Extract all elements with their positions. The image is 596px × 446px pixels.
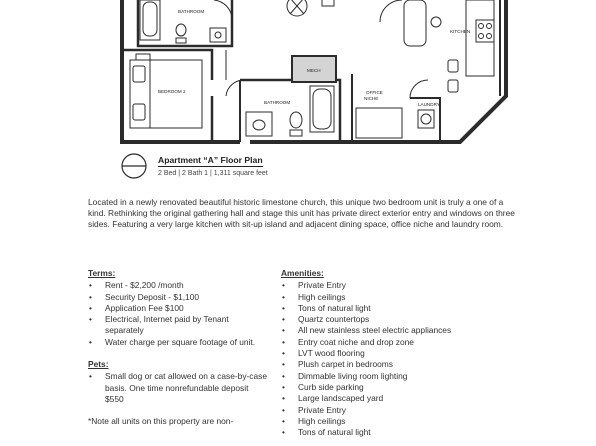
list-item: • Curb side parking xyxy=(281,382,521,393)
room-label-bathroom-top: BATHROOM xyxy=(178,9,205,14)
kitchen-island xyxy=(404,0,426,46)
list-item: • Application Fee $100 xyxy=(88,303,268,314)
amenities-list xyxy=(281,280,521,438)
floor-plan-drawing xyxy=(0,0,596,190)
amenities-heading: Amenities: xyxy=(281,268,324,278)
terms-list xyxy=(88,280,268,348)
list-item: • Security Deposit - $1,100 xyxy=(88,292,268,303)
pets-heading: Pets: xyxy=(88,359,109,370)
bottom-exterior-wall xyxy=(250,0,506,142)
list-item: • Electrical, Internet paid by Tenant separately xyxy=(88,314,268,337)
list-item: • Small dog or cat allowed on a case-by-case basis. One time nonrefundable deposit $550 xyxy=(88,371,268,405)
list-item: • Large landscaped yard xyxy=(281,393,521,404)
list-item: • Water charge per square footage of unit. xyxy=(88,337,268,348)
room-label-bathroom-bottom: BATHROOM xyxy=(264,100,291,105)
nightstand xyxy=(136,54,150,60)
bed xyxy=(130,60,202,128)
top-bathroom-wall xyxy=(138,0,232,46)
list-item: • Quartz countertops xyxy=(281,314,521,325)
room-label-laundry: LAUNDRY xyxy=(418,102,440,107)
list-item: • High ceilings xyxy=(281,292,521,303)
closet xyxy=(212,50,226,80)
list-item: • Entry coat niche and drop zone xyxy=(281,337,521,348)
room-label-mech: MECH xyxy=(307,68,321,73)
room-label-bedroom-2: BEDROOM 2 xyxy=(158,89,186,94)
bathroom-door-swing-2 xyxy=(226,80,244,96)
list-item: • Tons of natural light xyxy=(281,427,521,438)
list-item: • Tons of natural light xyxy=(281,303,521,314)
floor-plan-title: Apartment “A” Floor Plan xyxy=(158,155,263,165)
floor-plan-specs: 2 Bed | 2 Bath 1 | 1,311 square feet xyxy=(158,170,268,177)
amenities-section xyxy=(281,268,521,438)
list-item: • Plush carpet in bedrooms xyxy=(281,359,521,370)
list-item: • LVT wood flooring xyxy=(281,348,521,359)
pets-list xyxy=(88,371,268,405)
toilet-top xyxy=(176,24,186,36)
room-label-kitchen: KITCHEN xyxy=(450,29,471,34)
list-item: • All new stainless steel electric appliances xyxy=(281,325,521,336)
terms-section xyxy=(88,268,268,428)
room-label-niche: NICHE xyxy=(364,96,379,101)
chair xyxy=(322,0,334,6)
office-desk xyxy=(356,108,402,138)
list-item: • Dimmable living room lighting xyxy=(281,371,521,382)
list-item: • High ceilings xyxy=(281,416,521,427)
terms-heading: Terms: xyxy=(88,268,116,278)
vanity xyxy=(246,112,272,136)
list-item: • Rent - $2,200 /month xyxy=(88,280,268,291)
washer xyxy=(418,110,434,128)
bathroom-door-swing xyxy=(214,0,232,18)
range xyxy=(476,20,494,42)
laundry-door xyxy=(410,80,428,98)
entry-door xyxy=(380,0,402,22)
sink-top xyxy=(210,28,226,42)
bar-stool xyxy=(448,60,458,72)
toilet-bottom xyxy=(290,112,302,128)
room-label-office: OFFICE xyxy=(366,90,383,95)
list-item: • Private Entry xyxy=(281,280,521,291)
pets-note: *Note all units on this property are non- xyxy=(88,416,234,427)
list-item: • Private Entry xyxy=(281,405,521,416)
listing-description: Located in a newly renovated beautiful historic limestone church, this unique two bedroom unit is truly a one of a kind. Rethinking the original gathering hall and stage this unit has private direct exterior entry and windows on three sides. Featuring a very large kitchen with sit-up island and adjacent dining space, office niche and laundry room. xyxy=(88,197,515,229)
